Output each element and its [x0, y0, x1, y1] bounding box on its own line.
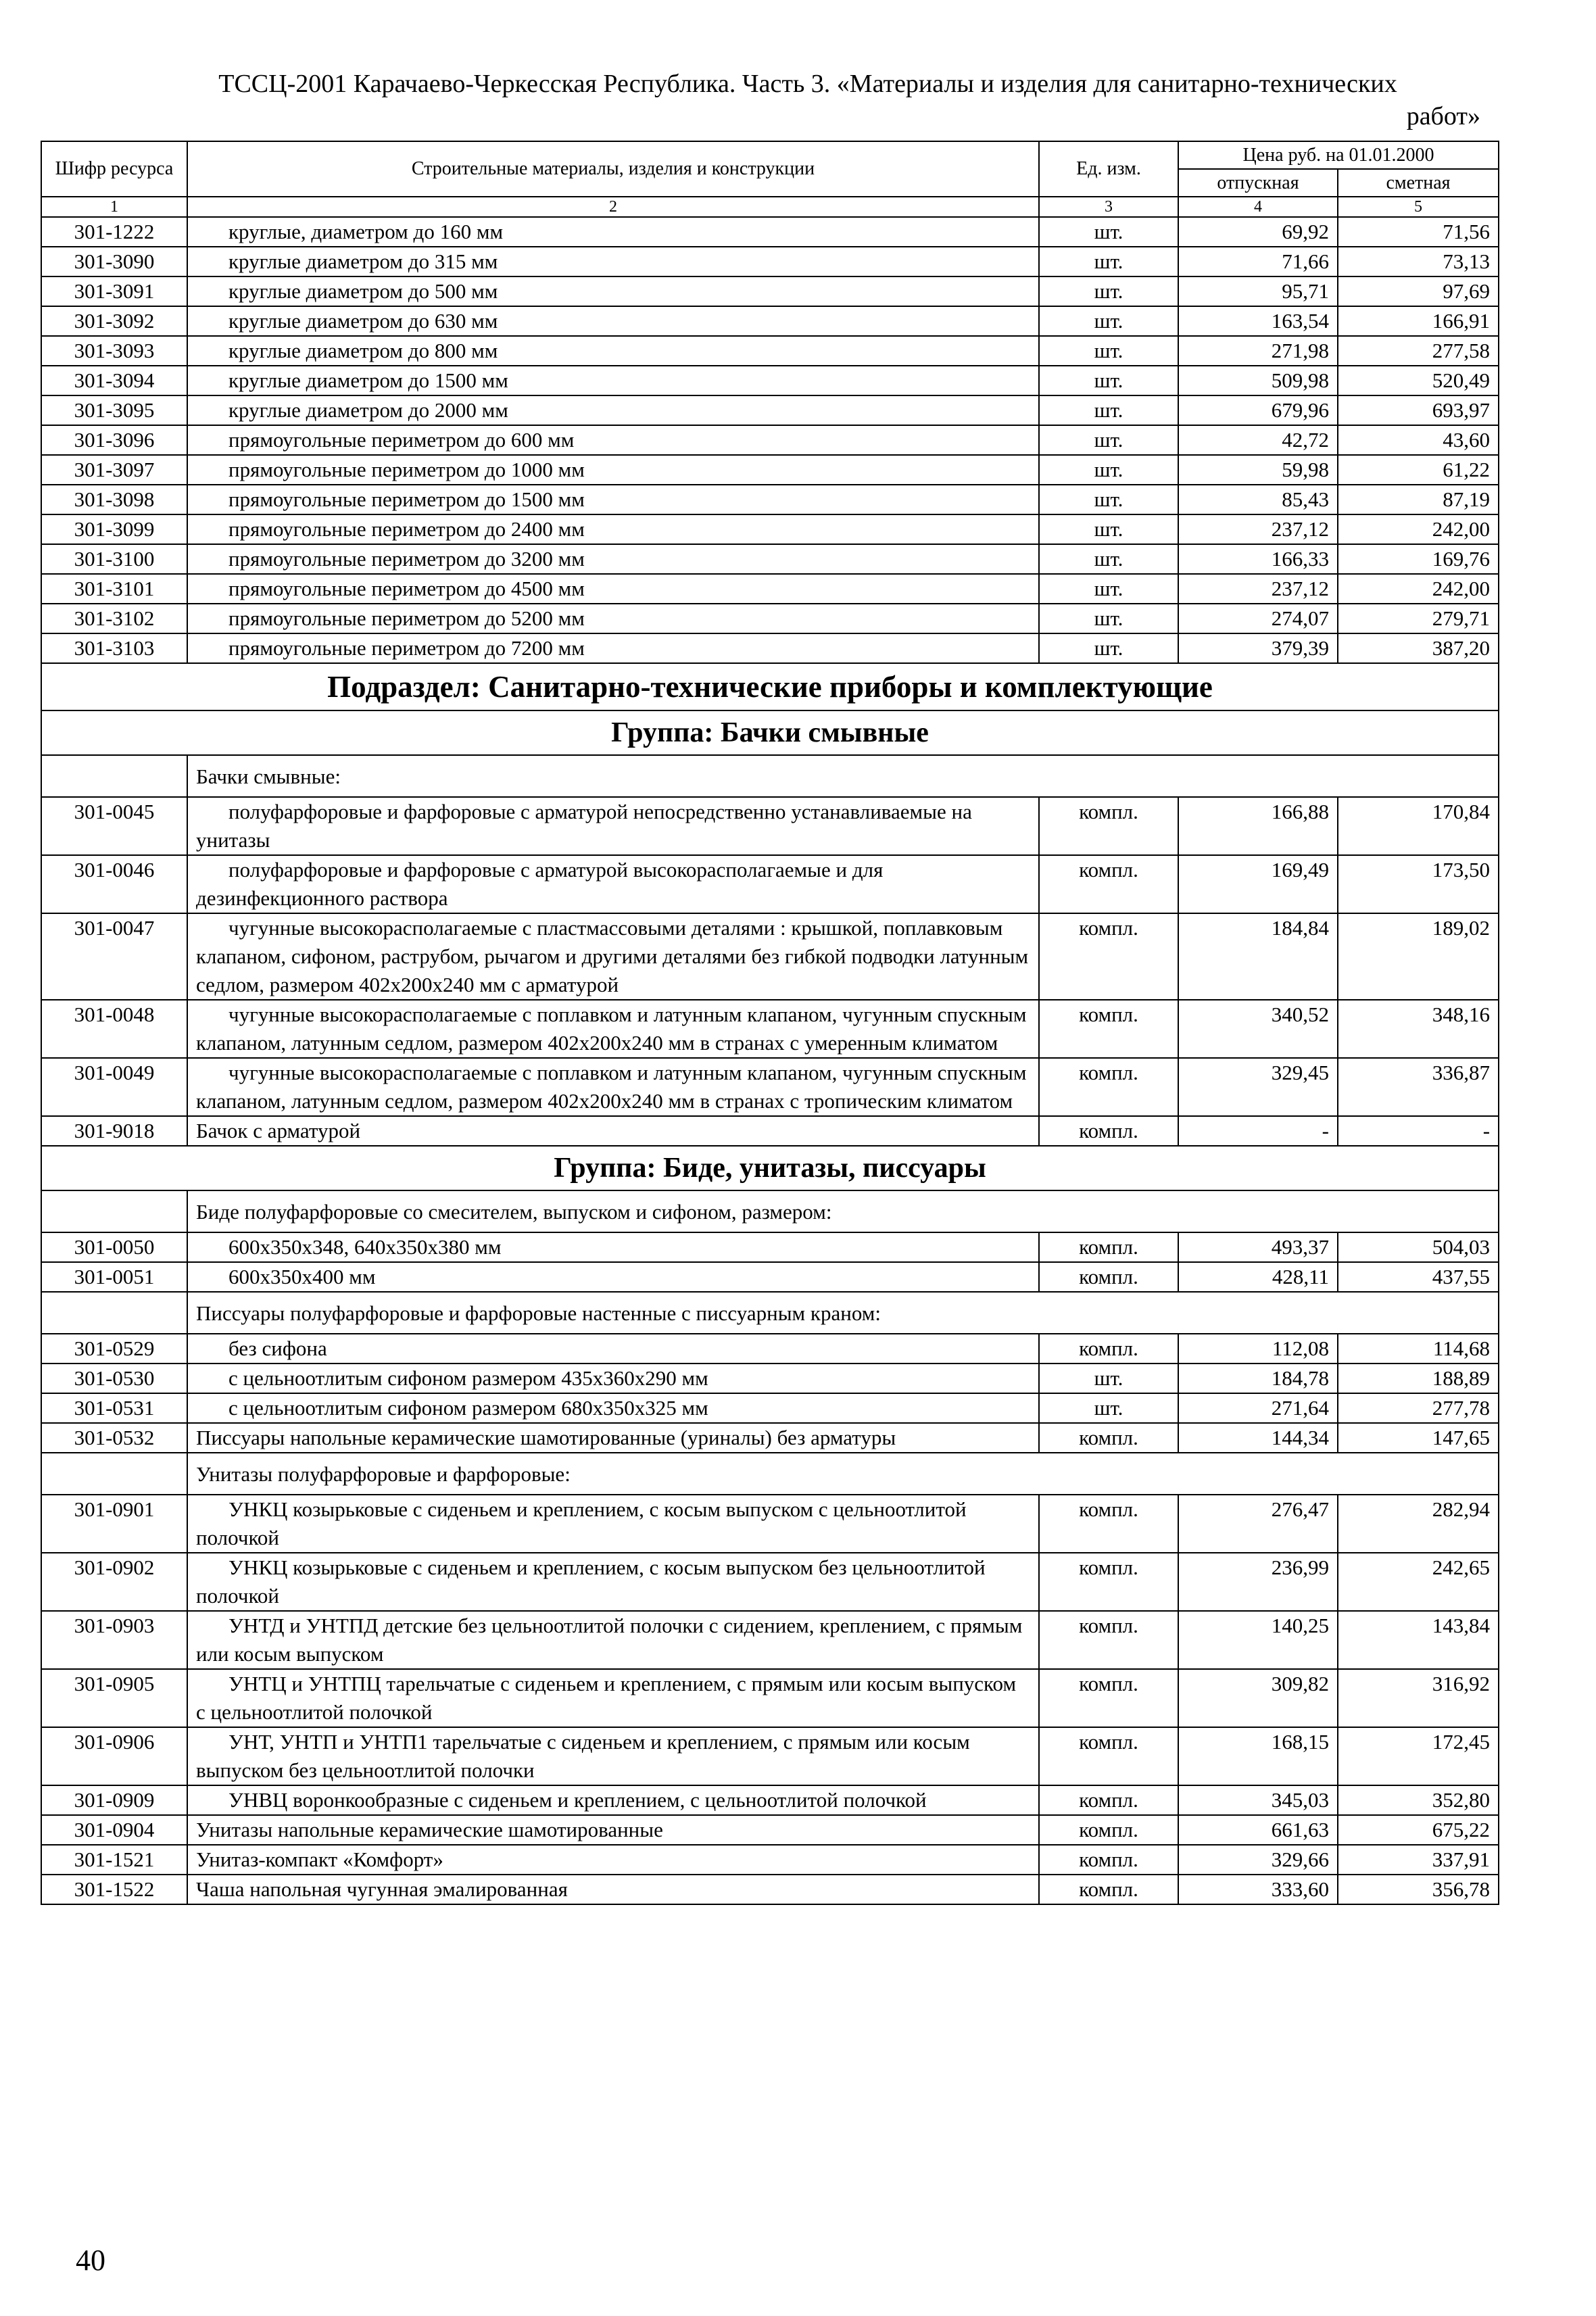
table-row [41, 1495, 1499, 1553]
empty-cell [41, 1292, 187, 1334]
unit-of-measure: компл. [1039, 1116, 1178, 1146]
table-row [41, 1393, 1499, 1423]
release-price: 144,34 [1178, 1423, 1338, 1453]
resource-code: 301-0048 [41, 1000, 187, 1058]
resource-code: 301-1521 [41, 1845, 187, 1875]
material-name [187, 633, 1039, 663]
unit-of-measure: шт. [1039, 633, 1178, 663]
release-price: 184,78 [1178, 1364, 1338, 1393]
table-row [41, 514, 1499, 544]
column-number: 3 [1039, 197, 1178, 217]
table-row [41, 544, 1499, 574]
release-price: - [1178, 1116, 1338, 1146]
material-name [187, 1727, 1039, 1785]
release-price: 169,49 [1178, 855, 1338, 913]
material-name-text: прямоугольные периметром до 5200 мм [228, 606, 585, 630]
resource-code: 301-3099 [41, 514, 187, 544]
material-name-text: Писсуары напольные керамические шамотированные (уриналы) без арматуры [196, 1426, 896, 1449]
table-row [41, 1727, 1499, 1785]
unit-of-measure: компл. [1039, 855, 1178, 913]
unit-of-measure: шт. [1039, 247, 1178, 276]
estimate-price: 188,89 [1338, 1364, 1499, 1393]
release-price: 166,33 [1178, 544, 1338, 574]
category-label: Унитазы полуфарфоровые и фарфоровые: [187, 1453, 1499, 1495]
table-row [41, 485, 1499, 514]
unit-of-measure: компл. [1039, 1495, 1178, 1553]
material-name-text: УНКЦ козырьковые с сиденьем и креплением, с косым выпуском без цельноотлитой полочкой [196, 1555, 986, 1608]
table-row [41, 1334, 1499, 1364]
unit-of-measure: шт. [1039, 485, 1178, 514]
table-row [41, 306, 1499, 336]
estimate-price: 73,13 [1338, 247, 1499, 276]
release-price: 274,07 [1178, 604, 1338, 633]
material-name-text: прямоугольные периметром до 7200 мм [228, 636, 585, 660]
material-name-text: круглые, диаметром до 160 мм [228, 220, 504, 243]
resource-code: 301-0532 [41, 1423, 187, 1453]
header-name: Строительные материалы, изделия и конструкции [187, 141, 1039, 197]
estimate-price: 172,45 [1338, 1727, 1499, 1785]
estimate-price: 189,02 [1338, 913, 1499, 1000]
release-price: 85,43 [1178, 485, 1338, 514]
unit-of-measure: шт. [1039, 336, 1178, 366]
unit-of-measure: шт. [1039, 544, 1178, 574]
resource-code: 301-0906 [41, 1727, 187, 1785]
unit-of-measure: шт. [1039, 1393, 1178, 1423]
material-name-text: полуфарфоровые и фарфоровые с арматурой высокорасполагаемые и для дезинфекционного раствора [196, 858, 884, 910]
material-name [187, 1875, 1039, 1904]
resource-code: 301-3103 [41, 633, 187, 663]
estimate-price: 43,60 [1338, 425, 1499, 455]
material-name-text: УНТД и УНТПД детские без цельноотлитой полочки с сидением, креплением, с прямым или косым выпуском [196, 1614, 1023, 1666]
unit-of-measure: компл. [1039, 1000, 1178, 1058]
column-number: 4 [1178, 197, 1338, 217]
material-name-text: полуфарфоровые и фарфоровые с арматурой непосредственно устанавливаемые на унитазы [196, 800, 972, 852]
material-name [187, 604, 1039, 633]
material-name [187, 276, 1039, 306]
estimate-price: 693,97 [1338, 395, 1499, 425]
estimate-price: 348,16 [1338, 1000, 1499, 1058]
estimate-price: 387,20 [1338, 633, 1499, 663]
unit-of-measure: шт. [1039, 425, 1178, 455]
unit-of-measure: компл. [1039, 1232, 1178, 1262]
resource-code: 301-0046 [41, 855, 187, 913]
material-name-text: круглые диаметром до 315 мм [228, 249, 498, 273]
group-row [41, 710, 1499, 755]
resource-code: 301-3101 [41, 574, 187, 604]
unit-of-measure: компл. [1039, 1785, 1178, 1815]
resource-code: 301-0051 [41, 1262, 187, 1292]
unit-of-measure: шт. [1039, 306, 1178, 336]
unit-of-measure: шт. [1039, 514, 1178, 544]
unit-of-measure: шт. [1039, 366, 1178, 395]
table-row [41, 1669, 1499, 1727]
resource-code: 301-0905 [41, 1669, 187, 1727]
page-title [135, 68, 1480, 132]
resource-code: 301-3096 [41, 425, 187, 455]
estimate-price: 61,22 [1338, 455, 1499, 485]
release-price: 184,84 [1178, 913, 1338, 1000]
unit-of-measure: шт. [1039, 276, 1178, 306]
category-label-row [41, 1453, 1499, 1495]
estimate-price: 279,71 [1338, 604, 1499, 633]
material-name [187, 1393, 1039, 1423]
estimate-price: 675,22 [1338, 1815, 1499, 1845]
estimate-price: 143,84 [1338, 1611, 1499, 1669]
material-name-text: УНТЦ и УНТПЦ тарельчатые с сиденьем и креплением, с прямым или косым выпуском с цельноотлитой полочкой [196, 1672, 1017, 1724]
estimate-price: - [1338, 1116, 1499, 1146]
estimate-price: 147,65 [1338, 1423, 1499, 1453]
table-row [41, 633, 1499, 663]
estimate-price: 170,84 [1338, 797, 1499, 855]
material-name [187, 1845, 1039, 1875]
release-price: 95,71 [1178, 276, 1338, 306]
material-name [187, 1669, 1039, 1727]
estimate-price: 277,58 [1338, 336, 1499, 366]
material-name-text: круглые диаметром до 2000 мм [228, 398, 508, 422]
estimate-price: 437,55 [1338, 1262, 1499, 1292]
material-name [187, 1116, 1039, 1146]
release-price: 340,52 [1178, 1000, 1338, 1058]
estimate-price: 336,87 [1338, 1058, 1499, 1116]
table-row [41, 1875, 1499, 1904]
table-row [41, 1423, 1499, 1453]
material-name-text: круглые диаметром до 630 мм [228, 309, 498, 333]
header-code: Шифр ресурса [41, 141, 187, 197]
material-name-text: чугунные высокорасполагаемые с пластмассовыми деталями : крышкой, поплавковым клапаном, сифоном, раструбом, рычагом и другими деталями без гибкой подводки латунным седлом, размером 402x200x240 мм с арматурой [196, 916, 1029, 996]
material-name-text: круглые диаметром до 800 мм [228, 339, 498, 362]
table-row [41, 1262, 1499, 1292]
material-name-text: УНТ, УНТП и УНТП1 тарельчатые с сиденьем и креплением, с прямым или косым выпуском без цельноотлитой полочки [196, 1730, 970, 1782]
unit-of-measure: компл. [1039, 1553, 1178, 1611]
subsection-row [41, 663, 1499, 710]
resource-code: 301-0903 [41, 1611, 187, 1669]
material-name [187, 217, 1039, 247]
subsection-title: Подраздел: Санитарно-технические приборы и комплектующие [41, 663, 1499, 710]
table-row [41, 247, 1499, 276]
material-name-text: прямоугольные периметром до 1500 мм [228, 487, 585, 511]
table-row [41, 276, 1499, 306]
material-name-text: 600x350x348, 640x350x380 мм [228, 1235, 502, 1259]
resource-code: 301-3090 [41, 247, 187, 276]
unit-of-measure: шт. [1039, 1364, 1178, 1393]
material-name [187, 514, 1039, 544]
table-head [41, 141, 1499, 217]
table-row [41, 574, 1499, 604]
estimate-price: 352,80 [1338, 1785, 1499, 1815]
table-row [41, 913, 1499, 1000]
table-row [41, 1815, 1499, 1845]
release-price: 428,11 [1178, 1262, 1338, 1292]
material-name-text: Унитаз-компакт «Комфорт» [196, 1848, 443, 1871]
material-name [187, 366, 1039, 395]
header-row-1 [41, 141, 1499, 169]
resource-code: 301-3102 [41, 604, 187, 633]
release-price: 329,66 [1178, 1845, 1338, 1875]
estimate-price: 169,76 [1338, 544, 1499, 574]
material-name [187, 1611, 1039, 1669]
title-line-1: ТССЦ-2001 Карачаево-Черкесская Республика. Часть 3. «Материалы и изделия для санитарно-технических [218, 70, 1397, 98]
estimate-price: 337,91 [1338, 1845, 1499, 1875]
table-row [41, 1611, 1499, 1669]
resource-code: 301-0904 [41, 1815, 187, 1845]
release-price: 493,37 [1178, 1232, 1338, 1262]
estimate-price: 520,49 [1338, 366, 1499, 395]
material-name-text: Чаша напольная чугунная эмалированная [196, 1877, 568, 1901]
material-name [187, 1553, 1039, 1611]
material-name [187, 544, 1039, 574]
material-name-text: круглые диаметром до 1500 мм [228, 368, 508, 392]
header-release: отпускная [1178, 169, 1338, 197]
release-price: 140,25 [1178, 1611, 1338, 1669]
unit-of-measure: компл. [1039, 1669, 1178, 1727]
estimate-price: 71,56 [1338, 217, 1499, 247]
material-name [187, 1232, 1039, 1262]
unit-of-measure: шт. [1039, 395, 1178, 425]
material-name-text: чугунные высокорасполагаемые с поплавком и латунным клапаном, чугунным спускным клапаном, латунным седлом, размером 402x200x240 мм в странах с тропическим климатом [196, 1061, 1027, 1113]
category-label-row [41, 755, 1499, 797]
release-price: 509,98 [1178, 366, 1338, 395]
release-price: 345,03 [1178, 1785, 1338, 1815]
category-label: Писсуары полуфарфоровые и фарфоровые настенные с писсуарным краном: [187, 1292, 1499, 1334]
header-estimate: сметная [1338, 169, 1499, 197]
material-name-text: прямоугольные периметром до 1000 мм [228, 458, 585, 481]
unit-of-measure: компл. [1039, 1875, 1178, 1904]
material-name-text: чугунные высокорасполагаемые с поплавком и латунным клапаном, чугунным спускным клапаном, латунным седлом, размером 402x200x240 мм в странах с умеренным климатом [196, 1003, 1027, 1055]
release-price: 59,98 [1178, 455, 1338, 485]
estimate-price: 356,78 [1338, 1875, 1499, 1904]
resource-code: 301-3092 [41, 306, 187, 336]
table-row [41, 1058, 1499, 1116]
material-name [187, 247, 1039, 276]
group-row [41, 1146, 1499, 1190]
resource-code: 301-0047 [41, 913, 187, 1000]
unit-of-measure: шт. [1039, 604, 1178, 633]
unit-of-measure: шт. [1039, 217, 1178, 247]
table-row [41, 1116, 1499, 1146]
resource-code: 301-0902 [41, 1553, 187, 1611]
unit-of-measure: компл. [1039, 1727, 1178, 1785]
material-name-text: прямоугольные периметром до 3200 мм [228, 547, 585, 571]
release-price: 309,82 [1178, 1669, 1338, 1727]
release-price: 679,96 [1178, 395, 1338, 425]
material-name [187, 574, 1039, 604]
release-price: 168,15 [1178, 1727, 1338, 1785]
material-name-text: с цельноотлитым сифоном размером 680x350x325 мм [228, 1396, 708, 1420]
material-name [187, 1334, 1039, 1364]
resource-code: 301-3097 [41, 455, 187, 485]
material-name [187, 1262, 1039, 1292]
estimate-price: 242,00 [1338, 514, 1499, 544]
estimate-price: 166,91 [1338, 306, 1499, 336]
resource-code: 301-3098 [41, 485, 187, 514]
material-name-text: Бачок с арматурой [196, 1119, 361, 1142]
estimate-price: 114,68 [1338, 1334, 1499, 1364]
release-price: 333,60 [1178, 1875, 1338, 1904]
release-price: 329,45 [1178, 1058, 1338, 1116]
material-name-text: УНКЦ козырьковые с сиденьем и креплением, с косым выпуском с цельноотлитой полочкой [196, 1497, 967, 1549]
resource-code: 301-0045 [41, 797, 187, 855]
resource-code: 301-0529 [41, 1334, 187, 1364]
material-name-text: без сифона [228, 1336, 327, 1360]
column-number: 5 [1338, 197, 1499, 217]
unit-of-measure: компл. [1039, 1815, 1178, 1845]
table-row [41, 1232, 1499, 1262]
material-name-text: УНВЦ воронкообразные с сиденьем и креплением, с цельноотлитой полочкой [228, 1788, 927, 1812]
table-row [41, 1000, 1499, 1058]
unit-of-measure: шт. [1039, 574, 1178, 604]
material-name-text: 600x350x400 мм [228, 1265, 376, 1288]
release-price: 661,63 [1178, 1815, 1338, 1845]
table-row [41, 217, 1499, 247]
group-title: Группа: Бачки смывные [41, 710, 1499, 755]
material-name [187, 485, 1039, 514]
release-price: 271,98 [1178, 336, 1338, 366]
category-label: Бачки смывные: [187, 755, 1499, 797]
release-price: 276,47 [1178, 1495, 1338, 1553]
unit-of-measure: компл. [1039, 1845, 1178, 1875]
material-name [187, 455, 1039, 485]
release-price: 237,12 [1178, 574, 1338, 604]
release-price: 71,66 [1178, 247, 1338, 276]
material-name [187, 797, 1039, 855]
estimate-price: 504,03 [1338, 1232, 1499, 1262]
unit-of-measure: компл. [1039, 913, 1178, 1000]
release-price: 237,12 [1178, 514, 1338, 544]
table-row [41, 455, 1499, 485]
unit-of-measure: компл. [1039, 1334, 1178, 1364]
material-name [187, 855, 1039, 913]
table-body [41, 217, 1499, 1904]
table-row [41, 604, 1499, 633]
unit-of-measure: компл. [1039, 1611, 1178, 1669]
release-price: 112,08 [1178, 1334, 1338, 1364]
resource-code: 301-0530 [41, 1364, 187, 1393]
estimate-price: 277,78 [1338, 1393, 1499, 1423]
material-name-text: Унитазы напольные керамические шамотированные [196, 1818, 663, 1841]
category-label-row [41, 1292, 1499, 1334]
resource-code: 301-0531 [41, 1393, 187, 1423]
resource-code: 301-1222 [41, 217, 187, 247]
group-title: Группа: Биде, унитазы, писсуары [41, 1146, 1499, 1190]
estimate-price: 173,50 [1338, 855, 1499, 913]
material-name-text: прямоугольные периметром до 2400 мм [228, 517, 585, 541]
table-row [41, 797, 1499, 855]
material-name [187, 913, 1039, 1000]
empty-cell [41, 1190, 187, 1232]
empty-cell [41, 755, 187, 797]
resource-code: 301-3093 [41, 336, 187, 366]
table-row [41, 1364, 1499, 1393]
price-table [41, 141, 1499, 1905]
material-name-text: с цельноотлитым сифоном размером 435x360x290 мм [228, 1366, 708, 1390]
category-label: Биде полуфарфоровые со смесителем, выпуском и сифоном, размером: [187, 1190, 1499, 1232]
table-row [41, 1553, 1499, 1611]
material-name [187, 1000, 1039, 1058]
resource-code: 301-3095 [41, 395, 187, 425]
material-name [187, 395, 1039, 425]
material-name-text: прямоугольные периметром до 4500 мм [228, 577, 585, 600]
table-row [41, 336, 1499, 366]
release-price: 69,92 [1178, 217, 1338, 247]
material-name [187, 306, 1039, 336]
release-price: 236,99 [1178, 1553, 1338, 1611]
column-number: 2 [187, 197, 1039, 217]
column-number: 1 [41, 197, 187, 217]
release-price: 42,72 [1178, 425, 1338, 455]
page-number: 40 [76, 2244, 105, 2277]
resource-code: 301-1522 [41, 1875, 187, 1904]
estimate-price: 242,65 [1338, 1553, 1499, 1611]
table-row [41, 425, 1499, 455]
release-price: 379,39 [1178, 633, 1338, 663]
resource-code: 301-3091 [41, 276, 187, 306]
material-name [187, 1815, 1039, 1845]
table-row [41, 395, 1499, 425]
release-price: 166,88 [1178, 797, 1338, 855]
material-name [187, 425, 1039, 455]
category-label-row [41, 1190, 1499, 1232]
unit-of-measure: компл. [1039, 1423, 1178, 1453]
unit-of-measure: компл. [1039, 797, 1178, 855]
estimate-price: 242,00 [1338, 574, 1499, 604]
material-name [187, 1423, 1039, 1453]
release-price: 163,54 [1178, 306, 1338, 336]
material-name [187, 336, 1039, 366]
material-name-text: прямоугольные периметром до 600 мм [228, 428, 575, 452]
table-row [41, 855, 1499, 913]
release-price: 271,64 [1178, 1393, 1338, 1423]
title-line-2: работ» [1406, 102, 1480, 130]
resource-code: 301-3094 [41, 366, 187, 395]
unit-of-measure: компл. [1039, 1262, 1178, 1292]
table-row [41, 1845, 1499, 1875]
material-name [187, 1495, 1039, 1553]
empty-cell [41, 1453, 187, 1495]
column-number-row [41, 197, 1499, 217]
estimate-price: 282,94 [1338, 1495, 1499, 1553]
material-name [187, 1058, 1039, 1116]
resource-code: 301-3100 [41, 544, 187, 574]
unit-of-measure: компл. [1039, 1058, 1178, 1116]
unit-of-measure: шт. [1039, 455, 1178, 485]
resource-code: 301-0049 [41, 1058, 187, 1116]
estimate-price: 87,19 [1338, 485, 1499, 514]
resource-code: 301-0909 [41, 1785, 187, 1815]
table-row [41, 366, 1499, 395]
header-price: Цена руб. на 01.01.2000 [1178, 141, 1499, 169]
resource-code: 301-0901 [41, 1495, 187, 1553]
header-unit: Ед. изм. [1039, 141, 1178, 197]
price-table-container [41, 141, 1498, 1905]
estimate-price: 316,92 [1338, 1669, 1499, 1727]
material-name-text: круглые диаметром до 500 мм [228, 279, 498, 303]
resource-code: 301-9018 [41, 1116, 187, 1146]
estimate-price: 97,69 [1338, 276, 1499, 306]
resource-code: 301-0050 [41, 1232, 187, 1262]
table-row [41, 1785, 1499, 1815]
material-name [187, 1364, 1039, 1393]
material-name [187, 1785, 1039, 1815]
